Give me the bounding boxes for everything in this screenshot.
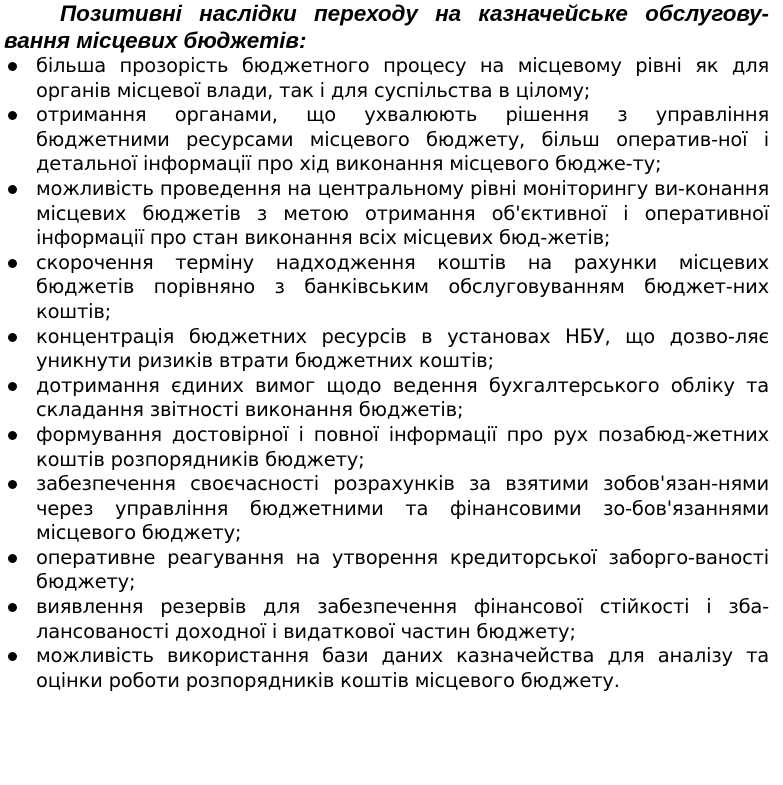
list-item bbox=[36, 472, 769, 546]
list-item-text: можливість використання бази даних казначейства для аналізу та оцінки роботи розпорядників коштів місцевого бюджету. bbox=[36, 644, 769, 692]
list-item bbox=[36, 103, 769, 177]
list-item-text: отримання органами, що ухвалюють рішення з управління бюджетними ресурсами місцевого бюджету, більш оператив-ної і детальної інформації про хід виконання місцевого бюдже-ту; bbox=[36, 103, 769, 176]
bullet-icon bbox=[8, 333, 17, 342]
bullet-icon bbox=[8, 480, 17, 489]
list-item-text: можливість проведення на центральному рівні моніторингу ви-конання місцевих бюджетів з метою отримання об'єктивної і оперативної інформації про стан виконання всіх місцевих бюд-жетів; bbox=[36, 176, 769, 250]
bullet-icon bbox=[8, 652, 17, 661]
bullet-icon bbox=[8, 185, 17, 194]
bullet-icon bbox=[8, 62, 17, 71]
benefits-list bbox=[4, 54, 769, 693]
list-item bbox=[36, 177, 769, 251]
bullet-icon bbox=[8, 554, 17, 563]
list-item bbox=[36, 423, 769, 472]
bullet-icon bbox=[8, 111, 17, 120]
list-item bbox=[36, 251, 769, 325]
bullet-icon bbox=[8, 382, 17, 391]
bullet-icon bbox=[8, 431, 17, 440]
list-item bbox=[36, 54, 769, 103]
list-item-text: забезпечення своєчасності розрахунків за взятими зобов'язан-нями через управління бюджетними та фінансовими зо-бов'язаннями місцевого бюджету; bbox=[36, 472, 769, 545]
list-item bbox=[36, 546, 769, 595]
list-item-text: виявлення резервів для забезпечення фінансової стійкості і зба-лансованості доходної і видаткової частин бюджету; bbox=[36, 595, 769, 643]
list-item-text: формування достовірної і повної інформації про рух позабюд-жетних коштів розпорядників бюджету; bbox=[36, 422, 769, 471]
list-item bbox=[36, 374, 769, 423]
section-heading: Позитивні наслідки переходу на казначейське обслугову-вання місцевих бюджетів: bbox=[4, 1, 769, 53]
list-item bbox=[36, 644, 769, 693]
list-item-text: скорочення терміну надходження коштів на рахунки місцевих бюджетів порівняно з банківським обслуговуванням бюджет-них коштів; bbox=[36, 250, 769, 323]
bullet-icon bbox=[8, 259, 17, 268]
list-item-text: оперативне реагування на утворення кредиторської заборго-ваності бюджету; bbox=[36, 545, 769, 594]
list-item bbox=[36, 595, 769, 644]
bullet-icon bbox=[8, 603, 17, 612]
list-item-text: більша прозорість бюджетного процесу на місцевому рівні як для органів місцевої влади, так і для суспільства в цілому; bbox=[36, 54, 769, 102]
list-item-text: дотримання єдиних вимог щодо ведення бухгалтерського обліку та складання звітності виконання бюджетів; bbox=[36, 373, 769, 422]
list-item bbox=[36, 325, 769, 374]
list-item-text: концентрація бюджетних ресурсів в установах НБУ, що дозво-ляє уникнути ризиків втрати бюджетних коштів; bbox=[36, 324, 769, 373]
